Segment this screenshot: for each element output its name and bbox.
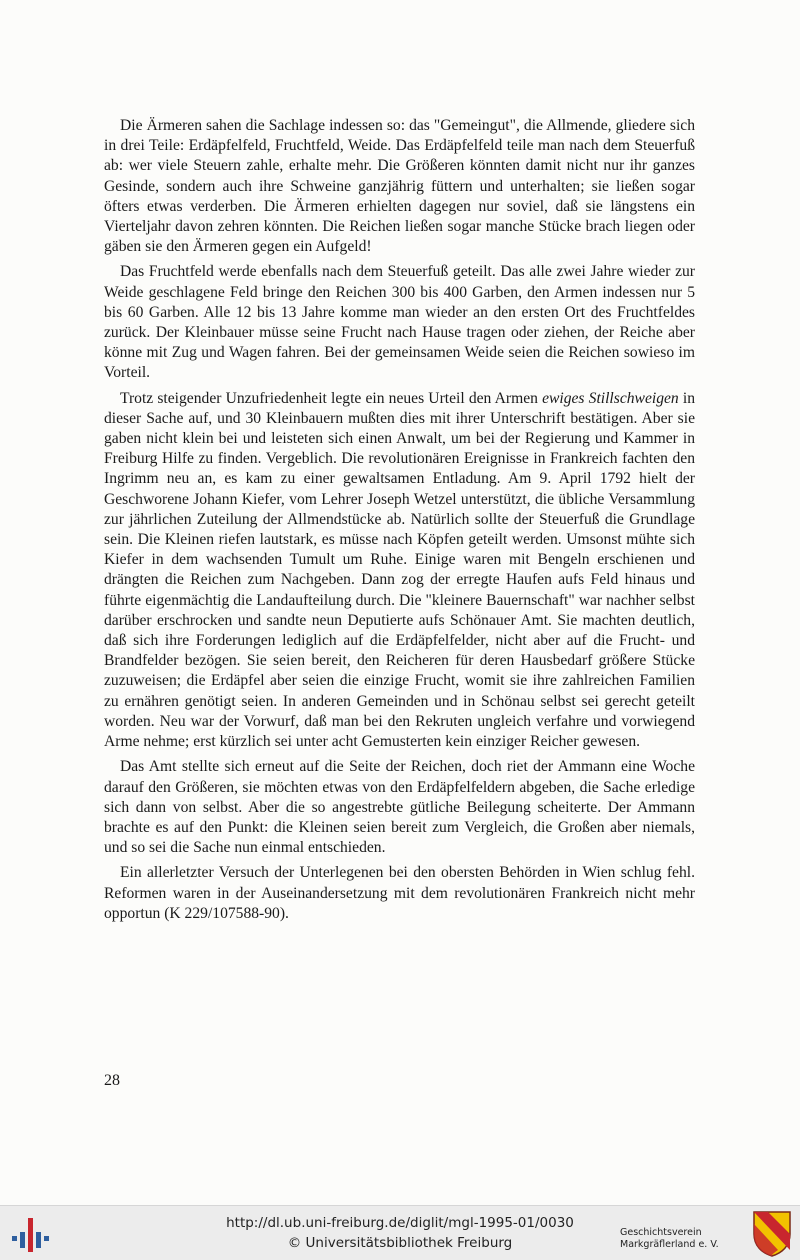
society-crest-icon[interactable] [752, 1210, 792, 1258]
body-text [104, 116, 695, 924]
italic-phrase: ewiges Stillschweigen [542, 389, 679, 407]
society-name [620, 1227, 750, 1251]
source-url-link[interactable]: http://dl.ub.uni-freiburg.de/diglit/mgl-1995-01/0030 [226, 1215, 574, 1231]
page-number: 28 [104, 1072, 120, 1089]
paragraph-3-rest: in dieser Sache auf, und 30 Kleinbauern mußten dies mit ihrer Unterschrift bestätigen. Aber sie gaben nicht klein bei und leisteten sich einen Anwalt, um bei der Regierung und Kammer in Freiburg Hilfe zu finden. Vergeblich. Die revolutionären Ereignisse in Frankreich fachten den Ingrimm neu an, es kam zu einer gewaltsamen Entladung. Am 9. April 1792 hielt der Geschworene Johann Kiefer, vom Lehrer Joseph Wetzel unterstützt, die übliche Versammlung zur jährlichen Zuteilung der Allmendstücke ab. Natürlich sollte der Steuerfuß die Grundlage sein. Die Kleinen riefen lautstark, es müsse nach Köpfen geteilt werden. Umsonst mühte sich Kiefer in dem wachsenden Tumult um Ruhe. Einige waren mit Bengeln erschienen und drängten die Reichen zum Nachgeben. Dann zog der erregte Haufen aufs Feld hinaus und führte eigenmächtig die Landaufteilung durch. Die "kleinere Bauernschaft" war nachher selbst darüber erschrocken und sandte neun Deputierte aufs Schönauer Amt. Sie machten deutlich, daß sich ihre Forderungen lediglich auf die Erdäpfelfelder, nicht aber auf die Frucht- und Brandfelder bezögen. Sie seien bereit, den Reicheren für deren Hausbedarf größere Stücke zuzuweisen; die Erdäpfel aber seien die einzige Frucht, womit sie ihre zahlreichen Familien zu ernähren genötigt seien. In anderen Gemeinden und in Schönau selbst sei gerecht geteilt worden. Neu war der Vorwurf, daß man bei den Rekruten ungleich verfahre und vorwiegend Arme nehme; erst kürzlich sei unter acht Gemusterten kein einziger Reicher gewesen. [104, 389, 696, 751]
paragraph-2: Das Fruchtfeld werde ebenfalls nach dem Steuerfuß geteilt. Das alle zwei Jahre wieder zur Weide geschlagene Feld bringe den Reichen 300 bis 400 Garben, den Armen indessen nur 5 bis 60 Garben. Alle 12 bis 13 Jahre komme man wieder an den ersten Ort des Fruchtfeldes zurück. Der Kleinbauer müsse seine Frucht nach Hause tragen oder ziehen, der Reiche aber könne mit Zug und Wagen fahren. Bei der gemeinsamen Weide seien die Reichen sowieso im Vorteil. [104, 263, 695, 382]
paragraph-4: Das Amt stellte sich erneut auf die Seite der Reichen, doch riet der Ammann eine Woche darauf den Größeren, sie möchten etwas von den Erdäpfelfeldern abgeben, die Sache erledige sich dann von selbst. Aber die so angestrebte gütliche Beilegung scheiterte. Der Ammann brachte es auf den Punkt: die Kleinen seien bereit zum Vergleich, die Großen aber niemals, und so sei die Sache nun einmal entschieden. [104, 758, 695, 857]
paragraph-5: Ein allerletzter Versuch der Unterlegenen bei den obersten Behörden in Wien schlug fehl. Reformen waren in der Auseinandersetzung mit dem revolutionären Frankreich nicht mehr opportun (K 229/107588-90). [104, 864, 695, 922]
paragraph-1: Die Ärmeren sahen die Sachlage indessen so: das "Gemeingut", die Allmende, gliedere sich in drei Teile: Erdäpfelfeld, Fruchtfeld, Weide. Das Erdäpfelfeld teile man nach dem Steuerfuß ab: wer viele Steuern zahle, erhalte mehr. Die Größeren könnten damit nicht nur ihr ganzes Gesinde, sondern auch ihre Schweine ganzjährig füttern und unterhalten; sie ließen sogar öfters etwas verderben. Die Ärmeren erhielten dagegen nur soviel, daß sie längstens ein Vierteljahr davon zehren könnten. Die Reichen ließen sogar manche Stücke brach liegen oder gäben sie den Ärmeren gegen ein Aufgeld! [104, 117, 695, 256]
society-name-line1: Geschichtsverein [620, 1227, 702, 1238]
footer-center [150, 1213, 650, 1253]
copyright-notice: © Universitätsbibliothek Freiburg [287, 1235, 513, 1251]
footer-bar [0, 1205, 800, 1260]
paragraph-3-start: Trotz steigender Unzufriedenheit legte ein neues Urteil den Armen [120, 389, 543, 407]
society-name-line2: Markgräflerland e. V. [620, 1239, 719, 1250]
paragraph-3 [104, 389, 695, 753]
ub-freiburg-logo-icon[interactable] [10, 1214, 50, 1254]
